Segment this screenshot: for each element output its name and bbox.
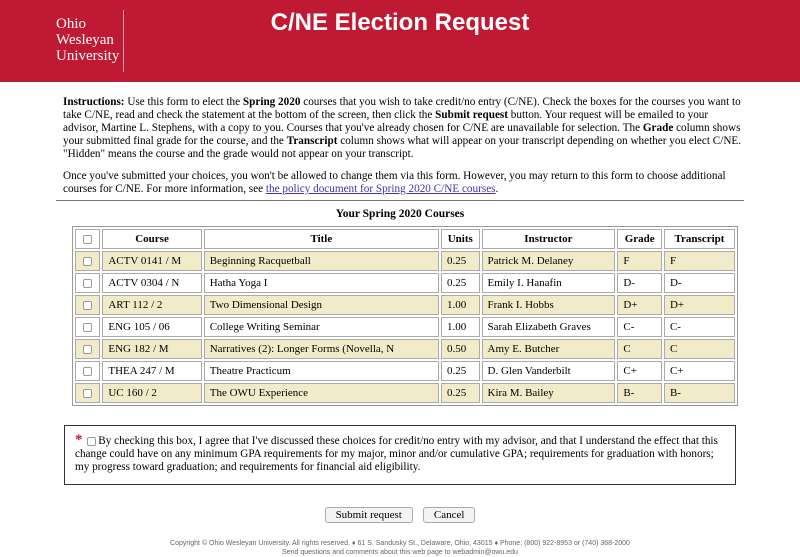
- course-title: Theatre Practicum: [204, 361, 439, 381]
- course-transcript: D-: [664, 273, 735, 293]
- policy-link[interactable]: the policy document for Spring 2020 C/NE courses: [265, 183, 496, 195]
- select-all-checkbox[interactable]: [83, 235, 92, 244]
- logo-line: University: [56, 48, 120, 64]
- course-grade: B-: [617, 383, 662, 403]
- footer-contact: Send questions and comments about this web page to webadmin@owu.edu: [282, 549, 518, 556]
- instructions-text: column shows what will appear on your transcript depending on whether you elect C/NE. "Hidden" means the course and the grade would not appear on your transcript.: [63, 135, 742, 160]
- row-checkbox[interactable]: [83, 389, 92, 398]
- course-grade: C-: [617, 317, 662, 337]
- course-units: 1.00: [441, 317, 480, 337]
- row-select-cell: [75, 317, 100, 337]
- course-title: Beginning Racquetball: [204, 251, 439, 271]
- row-select-cell: [75, 383, 100, 403]
- table-row: [75, 383, 735, 403]
- course-units: 0.50: [441, 339, 480, 359]
- row-checkbox[interactable]: [83, 323, 92, 332]
- course-transcript: C+: [664, 361, 735, 381]
- agreement-checkbox[interactable]: [87, 437, 96, 446]
- course-transcript: D+: [664, 295, 735, 315]
- column-header: Title: [204, 229, 439, 249]
- semester-ref: Spring 2020: [242, 96, 301, 108]
- course-title: Narratives (2): Longer Forms (Novella, N: [204, 339, 439, 359]
- course-instructor: Amy E. Butcher: [482, 339, 616, 359]
- grade-ref: Grade: [642, 122, 674, 134]
- row-checkbox[interactable]: [83, 279, 92, 288]
- row-select-cell: [75, 273, 100, 293]
- instructions: [63, 96, 743, 205]
- course-code: ENG 105 / 06: [102, 317, 201, 337]
- instructions-text: courses that you wish to take credit/no entry (C/NE). Check the boxes for the courses you want to take C/NE, read and check the statement at the bottom of the screen, then click the: [63, 96, 741, 121]
- course-transcript: F: [664, 251, 735, 271]
- course-units: 0.25: [441, 383, 480, 403]
- course-title: Two Dimensional Design: [204, 295, 439, 315]
- course-code: ART 112 / 2: [102, 295, 201, 315]
- submit-ref: Submit request: [435, 109, 508, 121]
- logo-line: Wesleyan: [56, 32, 114, 48]
- page-header: [0, 0, 800, 82]
- logo-line: Ohio: [56, 16, 86, 32]
- course-grade: F: [617, 251, 662, 271]
- course-units: 0.25: [441, 361, 480, 381]
- table-row: [75, 361, 735, 381]
- course-instructor: Sarah Elizabeth Graves: [482, 317, 616, 337]
- course-instructor: D. Glen Vanderbilt: [482, 361, 616, 381]
- column-header: Transcript: [664, 229, 735, 249]
- row-select-cell: [75, 295, 100, 315]
- table-row: [75, 339, 735, 359]
- page-footer: [0, 539, 800, 557]
- row-select-cell: [75, 251, 100, 271]
- course-code: ENG 182 / M: [102, 339, 201, 359]
- instructions-text: button. Your request will be emailed to your advisor, Martine L. Stephens, with a copy to you. Courses that you've already chosen for C/NE are unavailable for selection. The: [63, 109, 709, 134]
- page-title: C/NE Election Request: [270, 9, 530, 36]
- column-header: Instructor: [482, 229, 616, 249]
- course-instructor: Kira M. Bailey: [482, 383, 616, 403]
- course-grade: D+: [617, 295, 662, 315]
- course-units: 0.25: [441, 251, 480, 271]
- course-grade: C: [617, 339, 662, 359]
- form-buttons: [0, 505, 800, 523]
- instructions-text: Once you've submitted your choices, you won't be allowed to change them via this form. However, you may return to this form to choose additional courses for C/NE. For more information, see: [63, 170, 726, 195]
- column-header: Grade: [617, 229, 662, 249]
- column-header: Units: [441, 229, 480, 249]
- row-checkbox[interactable]: [83, 345, 92, 354]
- agreement-text: By checking this box, I agree that I've discussed these choices for credit/no entry with my advisor, and that I understand the effect that this change could have on any minimum GPA requirements for my major, minor and/or cumulative GPA; requirements for graduation with honors; my progress toward graduation; and requirements for financial aid eligibility.: [75, 435, 718, 473]
- instructions-text: column shows your submitted final grade for the course, and the: [63, 122, 741, 147]
- instructions-text: .: [495, 183, 499, 195]
- submit-request-button[interactable]: Submit request: [325, 507, 413, 523]
- course-transcript: B-: [664, 383, 735, 403]
- divider: [56, 200, 744, 201]
- table-header-row: [75, 229, 735, 249]
- instructions-label: Instructions:: [63, 96, 125, 108]
- course-code: ACTV 0141 / M: [102, 251, 201, 271]
- row-select-cell: [75, 339, 100, 359]
- course-instructor: Emily I. Hanafin: [482, 273, 616, 293]
- instructions-text: Use this form to elect the: [124, 96, 243, 108]
- cancel-button[interactable]: Cancel: [423, 507, 476, 523]
- required-marker: *: [75, 432, 83, 448]
- course-grade: C+: [617, 361, 662, 381]
- course-code: THEA 247 / M: [102, 361, 201, 381]
- table-row: [75, 317, 735, 337]
- course-transcript: C-: [664, 317, 735, 337]
- table-title: Your Spring 2020 Courses: [335, 208, 465, 220]
- column-header: Course: [102, 229, 201, 249]
- row-checkbox[interactable]: [83, 301, 92, 310]
- course-title: Hatha Yoga I: [204, 273, 439, 293]
- select-all-cell: [75, 229, 100, 249]
- instructions-paragraph: [63, 96, 743, 161]
- row-checkbox[interactable]: [83, 367, 92, 376]
- transcript-ref: Transcript: [286, 135, 338, 147]
- course-code: ACTV 0304 / N: [102, 273, 201, 293]
- course-instructor: Frank I. Hobbs: [482, 295, 616, 315]
- course-instructor: Patrick M. Delaney: [482, 251, 616, 271]
- course-code: UC 160 / 2: [102, 383, 201, 403]
- row-select-cell: [75, 361, 100, 381]
- course-title: College Writing Seminar: [204, 317, 439, 337]
- course-units: 0.25: [441, 273, 480, 293]
- course-transcript: C: [664, 339, 735, 359]
- table-row: [75, 295, 735, 315]
- instructions-paragraph: [63, 170, 743, 196]
- course-grade: D-: [617, 273, 662, 293]
- footer-copyright: Copyright © Ohio Wesleyan University. All rights reserved. ♦ 61 S. Sandusky St., Delaware, Ohio, 43015 ♦ Phone: (800) 922-8953 or (740) 368-2000: [170, 540, 630, 547]
- course-title: The OWU Experience: [204, 383, 439, 403]
- table-row: [75, 273, 735, 293]
- course-units: 1.00: [441, 295, 480, 315]
- courses-table: [72, 226, 738, 406]
- agreement-box: [64, 425, 736, 485]
- row-checkbox[interactable]: [83, 257, 92, 266]
- table-row: [75, 251, 735, 271]
